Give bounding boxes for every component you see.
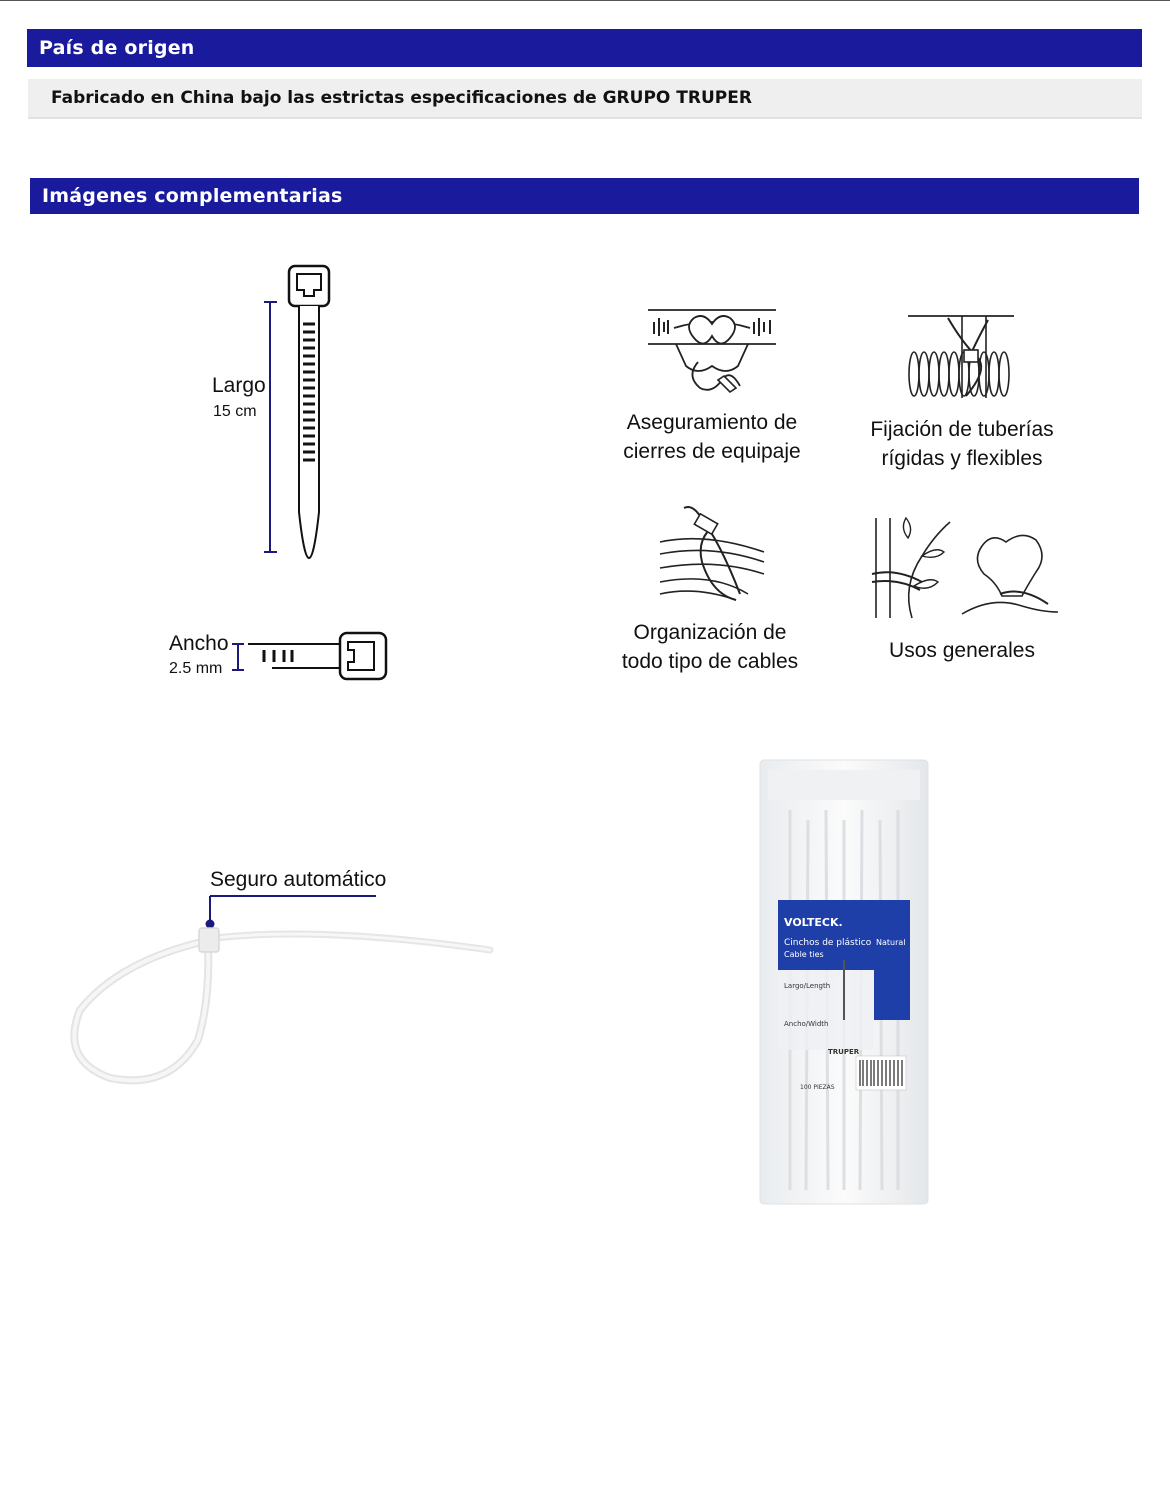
length-value: 15 cm bbox=[213, 403, 257, 420]
use-caption-pipes bbox=[850, 415, 1074, 473]
package-product: Cinchos de plástico bbox=[784, 938, 872, 948]
use-caption-line: cierres de equipaje bbox=[623, 440, 801, 463]
width-value: 2.5 mm bbox=[169, 660, 223, 677]
automatic-lock-label: Seguro automático bbox=[210, 868, 387, 891]
images-section-title: Imágenes complementarias bbox=[42, 185, 343, 207]
package-quantity: 100 PIEZAS bbox=[800, 1084, 835, 1091]
cable-tie-length-diagram bbox=[260, 262, 340, 562]
images-section-header bbox=[30, 178, 1139, 214]
use-caption-line: Fijación de tuberías bbox=[870, 418, 1054, 441]
luggage-icon bbox=[646, 306, 778, 398]
origin-section-header bbox=[27, 29, 1142, 67]
package-product-en: Cable ties bbox=[784, 950, 824, 959]
package-color: Natural bbox=[876, 938, 906, 947]
package-length: Largo/Length bbox=[784, 982, 831, 990]
package-brand: VOLTECK. bbox=[784, 916, 843, 929]
length-label: Largo bbox=[212, 374, 266, 397]
use-caption-line: todo tipo de cables bbox=[621, 650, 799, 673]
use-caption-line: Aseguramiento de bbox=[626, 411, 798, 434]
use-caption-line: rígidas y flexibles bbox=[881, 447, 1043, 470]
use-caption-cables bbox=[598, 618, 822, 676]
use-caption-general bbox=[850, 636, 1074, 665]
origin-text: Fabricado en China bajo las estrictas especificaciones de GRUPO TRUPER bbox=[51, 88, 752, 108]
use-caption-line: Usos generales bbox=[889, 639, 1035, 662]
top-border bbox=[0, 0, 1170, 1]
origin-text-row bbox=[28, 79, 1142, 119]
use-caption-luggage bbox=[600, 408, 824, 466]
use-caption-line: Organización de bbox=[633, 621, 787, 644]
pipe-icon bbox=[906, 312, 1016, 402]
package-maker: TRUPER bbox=[828, 1048, 860, 1056]
general-use-icon bbox=[872, 516, 1062, 618]
looped-cable-tie-image bbox=[60, 890, 500, 1090]
width-label: Ancho bbox=[169, 632, 229, 655]
package-width: Ancho/Width bbox=[784, 1020, 829, 1028]
cable-tie-width-diagram bbox=[228, 630, 390, 682]
cables-icon bbox=[656, 502, 768, 602]
origin-section-title: País de origen bbox=[39, 37, 195, 59]
